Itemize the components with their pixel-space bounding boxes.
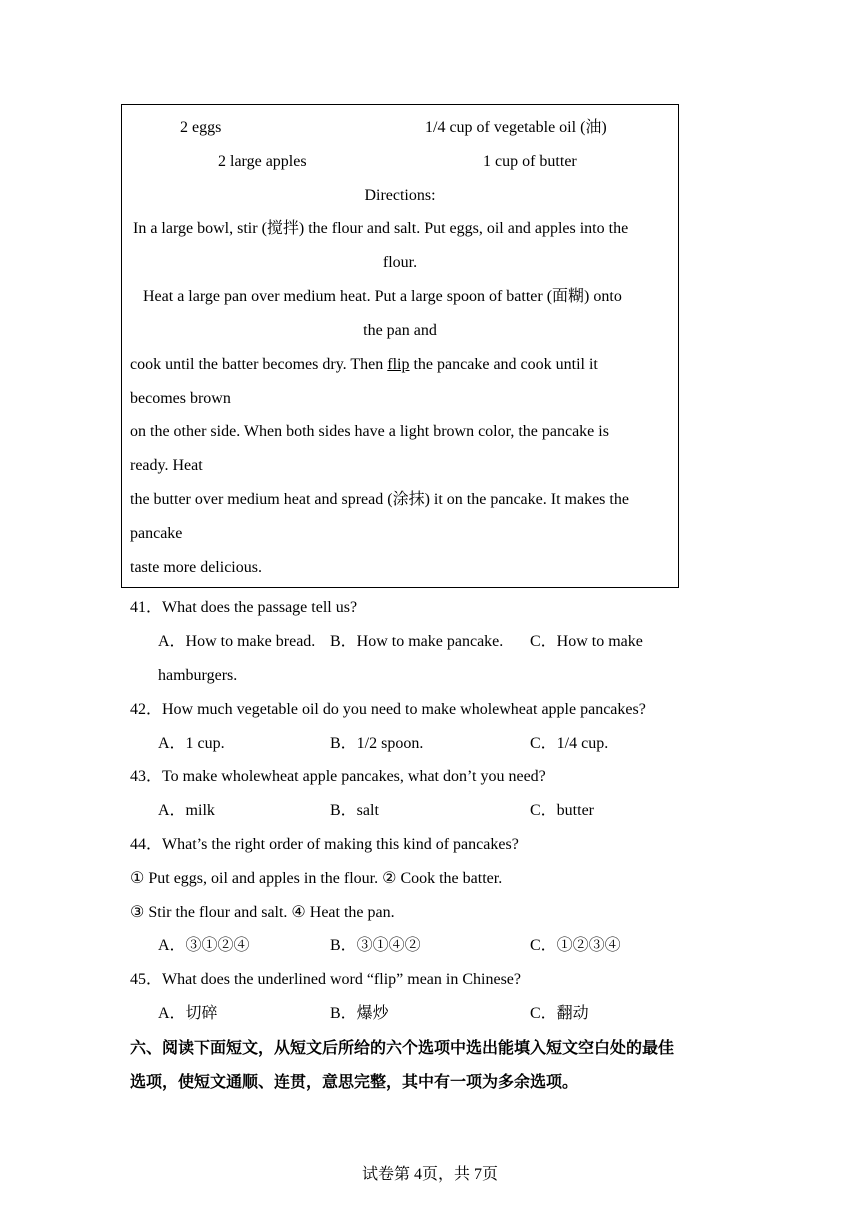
question-43-option-c: C．butter xyxy=(530,802,594,819)
question-45-option-a: A．切碎 xyxy=(158,1005,218,1022)
question-41-option-c-cont: hamburgers. xyxy=(158,667,238,684)
directions-line-6: becomes brown xyxy=(130,390,231,407)
question-44-option-b: B．③①④② xyxy=(330,937,421,954)
question-41-option-a: A．How to make bread. xyxy=(158,633,316,650)
question-42-option-c: C．1/4 cup. xyxy=(530,735,609,752)
question-44-option-a: A．③①②④ xyxy=(158,937,250,954)
question-45-stem: 45．What does the underlined word “flip” mean in Chinese? xyxy=(130,971,521,988)
question-44-stem: 44．What’s the right order of making this kind of pancakes? xyxy=(130,836,519,853)
directions-line-10: pancake xyxy=(130,525,183,542)
directions-line-8: ready. Heat xyxy=(130,457,203,474)
section-6-heading-line-2: 选项，使短文通顺、连贯，意思完整，其中有一项为多余选项。 xyxy=(130,1072,579,1091)
directions-line-7: on the other side. When both sides have a light brown color, the pancake is xyxy=(130,423,609,440)
directions-line-3: Heat a large pan over medium heat. Put a large spoon of batter (面糊) onto xyxy=(143,288,622,305)
question-41-option-c: C．How to make xyxy=(530,633,643,650)
section-6-heading-line-1: 六、阅读下面短文，从短文后所给的六个选项中选出能填入短文空白处的最佳 xyxy=(130,1038,675,1057)
directions-heading: Directions: xyxy=(364,187,436,204)
question-41-option-b: B．How to make pancake. xyxy=(330,633,504,650)
ingredient-oil: 1/4 cup of vegetable oil (油) xyxy=(425,119,607,136)
question-42-stem: 42．How much vegetable oil do you need to make wholewheat apple pancakes? xyxy=(130,701,646,718)
directions-line-5 xyxy=(130,355,598,375)
ingredient-butter: 1 cup of butter xyxy=(483,153,577,170)
question-41-stem: 41．What does the passage tell us? xyxy=(130,599,358,616)
question-44-option-c: C．①②③④ xyxy=(530,937,621,954)
recipe-box xyxy=(121,104,679,588)
question-45-option-b: B．爆炒 xyxy=(330,1005,389,1022)
directions-line-9: the butter over medium heat and spread (涂抹) it on the pancake. It makes the xyxy=(130,491,629,508)
ingredient-eggs: 2 eggs xyxy=(180,119,222,136)
question-44-steps-1: ① Put eggs, oil and apples in the flour. ② Cook the batter. xyxy=(130,870,503,887)
directions-line-5-before: cook until the batter becomes dry. Then xyxy=(130,356,388,373)
directions-line-11: taste more delicious. xyxy=(130,559,262,576)
directions-line-1: In a large bowl, stir (搅拌) the flour and salt. Put eggs, oil and apples into the xyxy=(133,220,629,237)
question-44-steps-2: ③ Stir the flour and salt. ④ Heat the pan. xyxy=(130,904,395,921)
question-42-option-a: A．1 cup. xyxy=(158,735,225,752)
question-45-option-c: C．翻动 xyxy=(530,1005,589,1022)
question-43-option-a: A．milk xyxy=(158,802,215,819)
directions-line-4: the pan and xyxy=(363,322,437,339)
question-42-option-b: B．1/2 spoon. xyxy=(330,735,424,752)
question-43-stem: 43．To make wholewheat apple pancakes, what don’t you need? xyxy=(130,768,546,785)
directions-line-2: flour. xyxy=(382,254,418,271)
question-43-option-b: B．salt xyxy=(330,802,379,819)
underlined-word-flip: flip xyxy=(387,356,410,373)
ingredient-apples: 2 large apples xyxy=(218,153,307,170)
page-footer: 试卷第 4页，共 7页 xyxy=(361,1166,498,1183)
directions-line-5-after: the pancake and cook until it xyxy=(409,356,598,373)
